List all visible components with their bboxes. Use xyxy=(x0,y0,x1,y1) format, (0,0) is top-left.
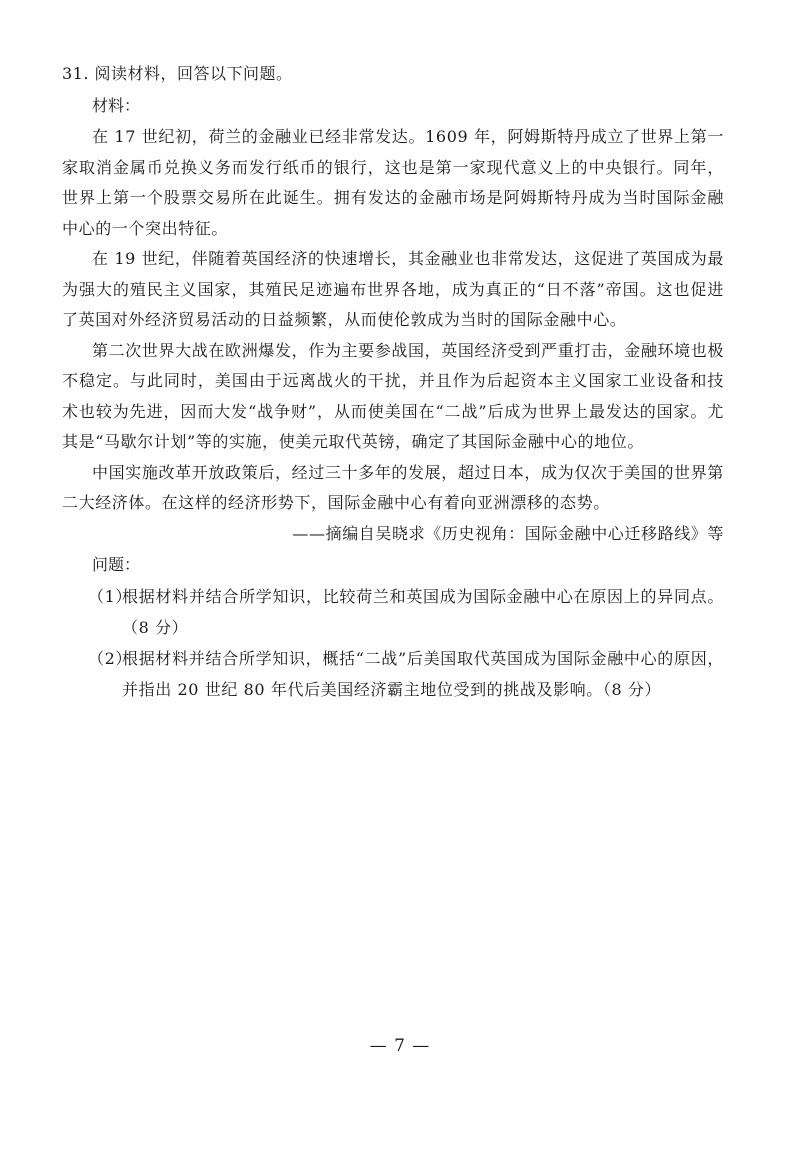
question-title: 31. 阅读材料，回答以下问题。 xyxy=(62,64,293,83)
question-31 xyxy=(62,58,724,705)
material-source: ——摘编自吴晓求《历史视角：国际金融中心迁移路线》等 xyxy=(292,523,724,543)
material-paragraph-usa: 第二次世界大战在欧洲爆发，作为主要参战国，英国经济受到严重打击，金融环境也极不稳定。与此同时，美国由于远离战火的干扰，并且作为后起资本主义国家工业设备和技术也较为先进，因而大发“战争财”，从而使美国在“二战”后成为世界上最发达的国家。尤其是“马歇尔计划”等的实施，使美元取代英镑，确定了其国际金融中心的地位。 xyxy=(62,340,724,451)
sub-question-1 xyxy=(88,581,724,643)
sub-question-2 xyxy=(88,643,724,705)
questions-label: 问题： xyxy=(92,554,141,574)
material-paragraph-china: 中国实施改革开放政策后，经过三十多年的发展，超过日本，成为仅次于美国的世界第二大经济体。在这样的经济形势下，国际金融中心有着向亚洲漂移的态势。 xyxy=(62,462,724,512)
material-label: 材料： xyxy=(92,96,141,115)
material-paragraph-britain: 在 19 世纪，伴随着英国经济的快速增长，其金融业也非常发达，这促进了英国成为最为强大的殖民主义国家，其殖民足迹遍布世界各地，成为真正的“日不落”帝国。这也促进了英国对外经济贸易活动的日益频繁，从而使伦敦成为当时的国际金融中心。 xyxy=(62,249,724,329)
sub-question-text: 根据材料并结合所学知识，比较荷兰和英国成为国际金融中心在原因上的异同点。（8 分） xyxy=(122,586,724,637)
page-number: — 7 — xyxy=(369,1036,431,1056)
sub-question-text: 根据材料并结合所学知识，概括“二战”后美国取代英国成为国际金融中心的原因，并指出 20 世纪 80 年代后美国经济霸主地位受到的挑战及影响。（8 分） xyxy=(122,648,724,699)
sub-question-number: （2） xyxy=(88,648,132,668)
sub-question-number: （1） xyxy=(88,586,132,606)
material-paragraph-netherlands: 在 17 世纪初，荷兰的金融业已经非常发达。1609 年，阿姆斯特丹成立了世界上第一家取消金属币兑换义务而发行纸币的银行，这也是第一家现代意义上的中央银行。同年，世界上第一个股票交易所在此诞生。拥有发达的金融市场是阿姆斯特丹成为当时国际金融中心的一个突出特征。 xyxy=(62,127,724,238)
